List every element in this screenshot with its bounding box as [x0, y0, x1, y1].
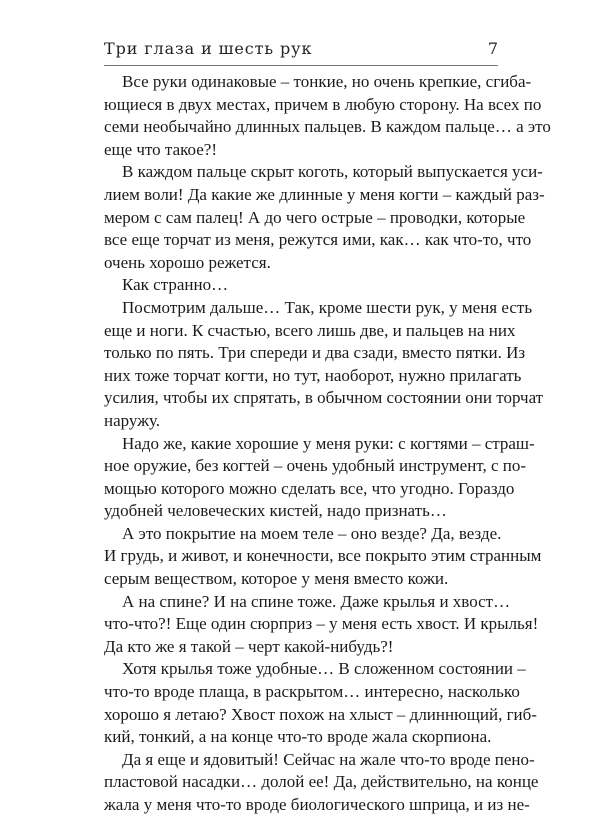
- text-line: Как странно…: [122, 275, 229, 295]
- text-line: хорошо я летаю? Хвост похож на хлыст – длиннющий, гиб-: [104, 704, 537, 724]
- text-line: только по пять. Три спереди и два сзади, вместо пятки. Из: [104, 343, 526, 363]
- text-line: очень хорошо режется.: [104, 252, 271, 272]
- running-title: Три глаза и шесть рук: [104, 39, 313, 58]
- text-line: А на спине? И на спине тоже. Даже крылья и хвост…: [122, 591, 511, 611]
- text-line: еще и ноги. К счастью, всего лишь две, и пальцев на них: [104, 320, 516, 340]
- text-line: ющиеся в двух местах, причем в любую сторону. На всех по: [104, 94, 542, 114]
- text-line: них тоже торчат когти, но тут, наоборот, нужно прилагать: [104, 365, 522, 385]
- text-line: все еще торчат из меня, режутся ими, как… как что-то, что: [104, 230, 532, 250]
- text-line: усилия, чтобы их спрятать, в обычном состоянии они торчат: [104, 388, 544, 408]
- text-line: И грудь, и живот, и конечности, все покрыто этим странным: [104, 546, 542, 566]
- text-line: что-то вроде плаща, в раскрытом… интересно, насколько: [104, 682, 520, 702]
- text-line: удобней человеческих кистей, надо признать…: [104, 501, 447, 521]
- text-line: ное оружие, без когтей – очень удобный инструмент, с по-: [104, 456, 527, 476]
- text-line: А это покрытие на моем теле – оно везде? Да, везде.: [122, 523, 502, 543]
- text-line: еще что такое?!: [104, 139, 217, 159]
- text-line: пластовой насадки… долой ее! Да, действительно, на конце: [104, 772, 539, 792]
- text-line: серым веществом, которое у меня вместо кожи.: [104, 569, 449, 589]
- text-line: Хотя крылья тоже удобные… В сложенном состоянии –: [122, 659, 526, 679]
- text-line: наружу.: [104, 410, 160, 430]
- body-text: [104, 71, 551, 817]
- text-line: Да я еще и ядовитый! Сейчас на жале что-то вроде пено-: [122, 749, 535, 769]
- text-line: семи необычайно длинных пальцев. В каждом пальце… а это: [104, 117, 551, 137]
- text-line: мером с сам палец! А до чего острые – проводки, которые: [104, 207, 526, 227]
- text-line: Да кто же я такой – черт какой-нибудь?!: [104, 636, 394, 656]
- text-line: кий, тонкий, а на конце что-то вроде жала скорпиона.: [104, 727, 492, 747]
- page-header: [104, 39, 498, 63]
- header-rule: [104, 65, 498, 66]
- text-line: Надо же, какие хорошие у меня руки: с когтями – страш-: [122, 433, 535, 453]
- text-line: Все руки одинаковые – тонкие, но очень крепкие, сгиба-: [122, 72, 532, 91]
- text-line: что-что?! Еще один сюрприз – у меня есть хвост. И крылья!: [104, 614, 539, 634]
- text-line: жала у меня что-то вроде биологического шприца, и из не-: [104, 795, 530, 814]
- text-line: лием воли! Да какие же длинные у меня когти – каждый раз-: [104, 184, 545, 204]
- page-number: 7: [487, 39, 498, 58]
- text-line: мощью которого можно сделать все, что угодно. Гораздо: [104, 478, 515, 498]
- text-line: Посмотрим дальше… Так, кроме шести рук, у меня есть: [122, 297, 533, 317]
- text-line: В каждом пальце скрыт коготь, который выпускается уси-: [122, 162, 543, 182]
